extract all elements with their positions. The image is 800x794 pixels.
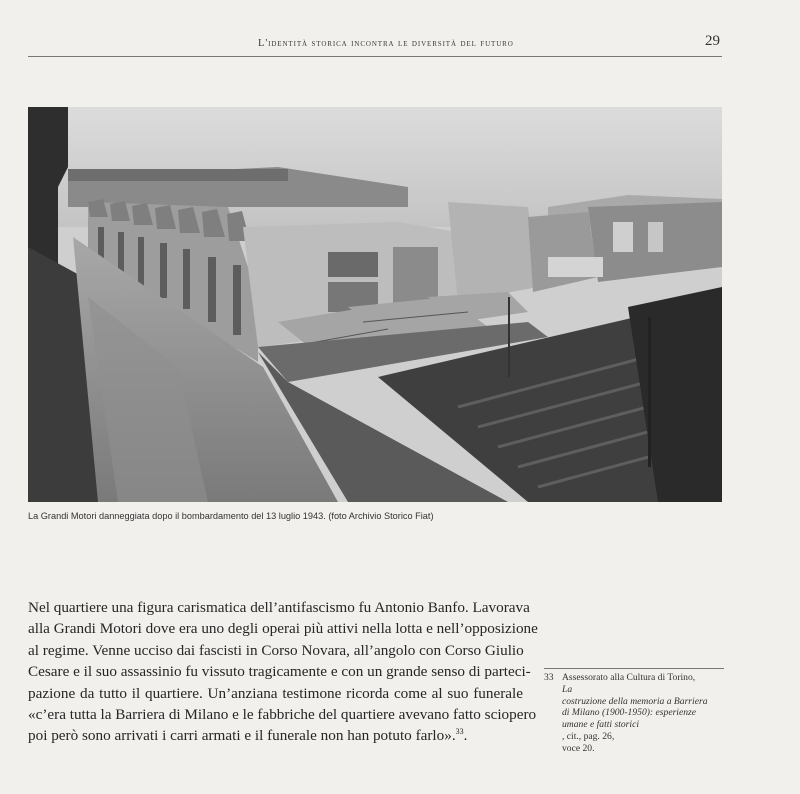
footnote-line: Assessorato alla Cultura di Torino, La xyxy=(562,672,696,695)
figure-caption: La Grandi Motori danneggiata dopo il bombardamento del 13 luglio 1943. (foto Archivio Storico Fiat) xyxy=(28,511,434,521)
photo-illustration xyxy=(28,107,722,502)
body-line: Nel quartiere una figura carismatica dell’antifascismo fu Antonio Banfo. Lavorava xyxy=(28,599,530,616)
footnote-line: voce 20. xyxy=(562,742,595,754)
factory-photograph xyxy=(28,107,722,502)
footnote-reference[interactable]: 33 xyxy=(455,727,464,737)
body-line: alla Grandi Motori dove era uno degli operai più attivi nella lotta e nell’opposizione xyxy=(28,620,538,638)
body-line-last: poi però sono arrivati i carri armati e il funerale non han potuto farlo».$^{33}$. xyxy=(28,727,468,745)
footnote-line: costruzione della memoria a Barriera xyxy=(562,695,708,707)
body-paragraph xyxy=(28,597,538,747)
header-rule xyxy=(28,56,722,57)
body-line: Cesare e il suo assassinio fu vissuto tragicamente e con un grande senso di parteci- xyxy=(28,663,531,681)
footnote-line: umane e fatti storici , cit., pag. 26, xyxy=(562,719,640,742)
footnote-rule xyxy=(544,668,724,669)
body-line-text: poi però sono arrivati i carri armati e il funerale non han potuto farlo». xyxy=(28,727,456,745)
body-line: al regime. Venne ucciso dai fascisti in Corso Novara, all’angolo con Corso Giulio xyxy=(28,641,524,659)
body-line: «c’era tutta la Barriera di Milano e le fabbriche del quartiere avevano fatto sciopero xyxy=(28,706,537,724)
page-number: 29 xyxy=(705,33,720,49)
footnote-line: di Milano (1900-1950): esperienze xyxy=(562,707,697,719)
footnote-number: 33 xyxy=(544,672,554,683)
footnote-body xyxy=(562,672,724,755)
footnote xyxy=(544,672,724,755)
body-line: pazione da tutto il quartiere. Un’anziana testimone ricorda come al suo funerale xyxy=(28,684,523,702)
running-header: L'identità storica incontra le diversità del futuro xyxy=(258,38,514,49)
